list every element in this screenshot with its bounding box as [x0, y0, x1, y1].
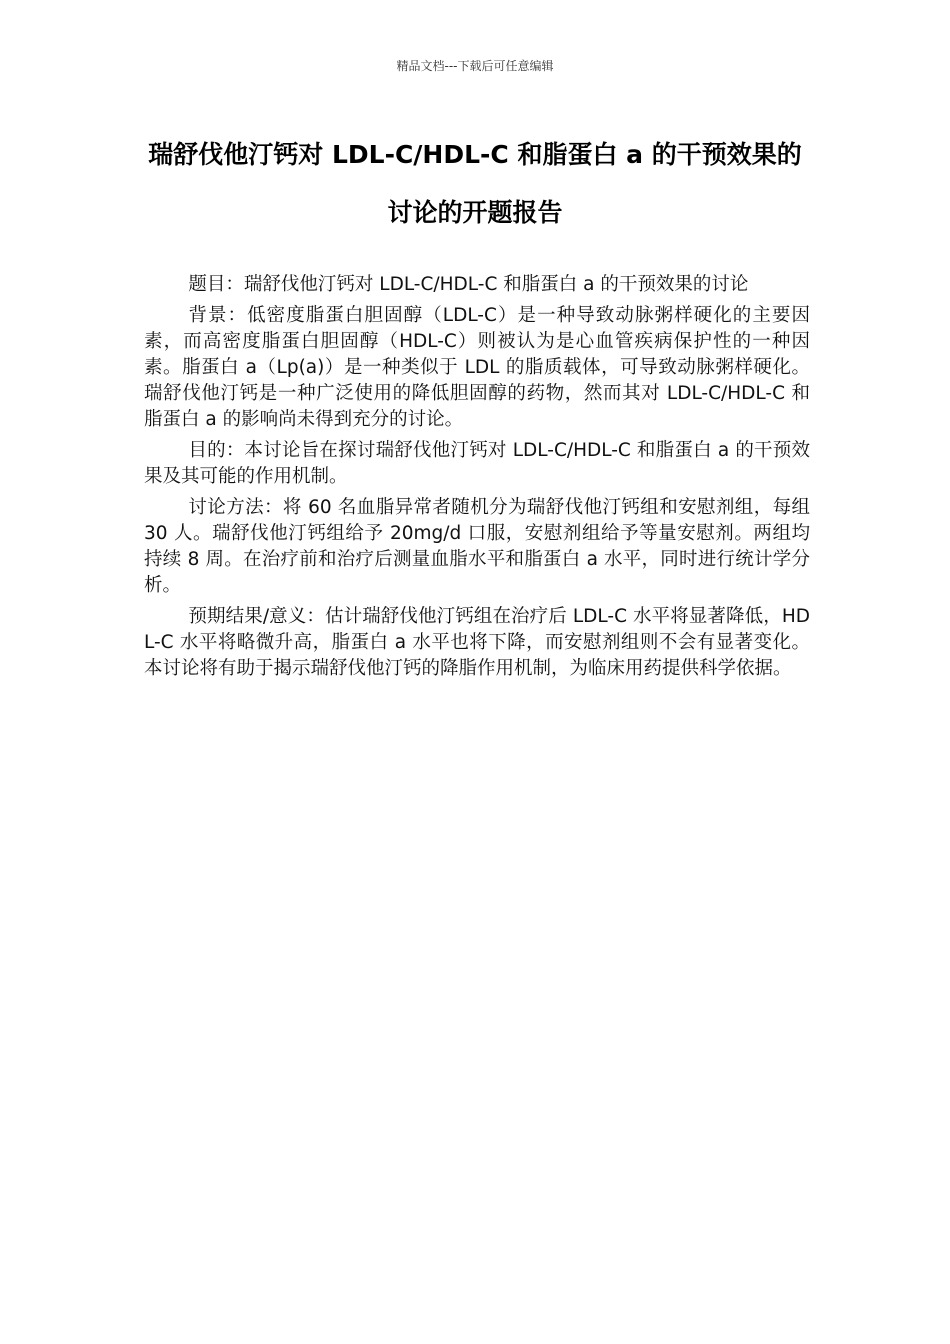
document-title: 瑞舒伐他汀钙对 LDL-C/HDL-C 和脂蛋白 a 的干预效果的讨论的开题报告 — [148, 140, 802, 227]
paragraph-background: 背景：低密度脂蛋白胆固醇（LDL-C）是一种导致动脉粥样硬化的主要因素，而高密度脂蛋白胆固醇（HDL-C）则被认为是心血管疾病保护性的一种因素。脂蛋白 a（Lp(a)）是一种类似于 LDL 的脂质载体，可导致动脉粥样硬化。瑞舒伐他汀钙是一种广泛使用的降低胆固醇的药物，然而其对 LDL-C/HDL-C 和脂蛋白 a 的影响尚未得到充分的讨论。 — [144, 305, 810, 430]
paragraph-objective: 目的：本讨论旨在探讨瑞舒伐他汀钙对 LDL-C/HDL-C 和脂蛋白 a 的干预效果及其可能的作用机制。 — [144, 440, 810, 487]
paragraph-expected-results: 预期结果/意义：估计瑞舒伐他汀钙组在治疗后 LDL-C 水平将显著降低，HDL-C 水平将略微升高，脂蛋白 a 水平也将下降，而安慰剂组则不会有显著变化。本讨论将有助于揭示瑞舒伐他汀钙的降脂作用机制，为临床用药提供科学依据。 — [144, 606, 810, 679]
document-body — [144, 272, 810, 687]
paragraph-topic: 题目：瑞舒伐他汀钙对 LDL-C/HDL-C 和脂蛋白 a 的干预效果的讨论 — [188, 274, 749, 295]
header-note: 精品文档---下载后可任意编辑 — [396, 59, 554, 73]
paragraph-methods: 讨论方法：将 60 名血脂异常者随机分为瑞舒伐他汀钙组和安慰剂组，每组 30 人。瑞舒伐他汀钙组给予 20mg/d 口服，安慰剂组给予等量安慰剂。两组均持续 8 周。在治疗前和治疗后测量血脂水平和脂蛋白 a 水平，同时进行统计学分析。 — [144, 497, 810, 596]
